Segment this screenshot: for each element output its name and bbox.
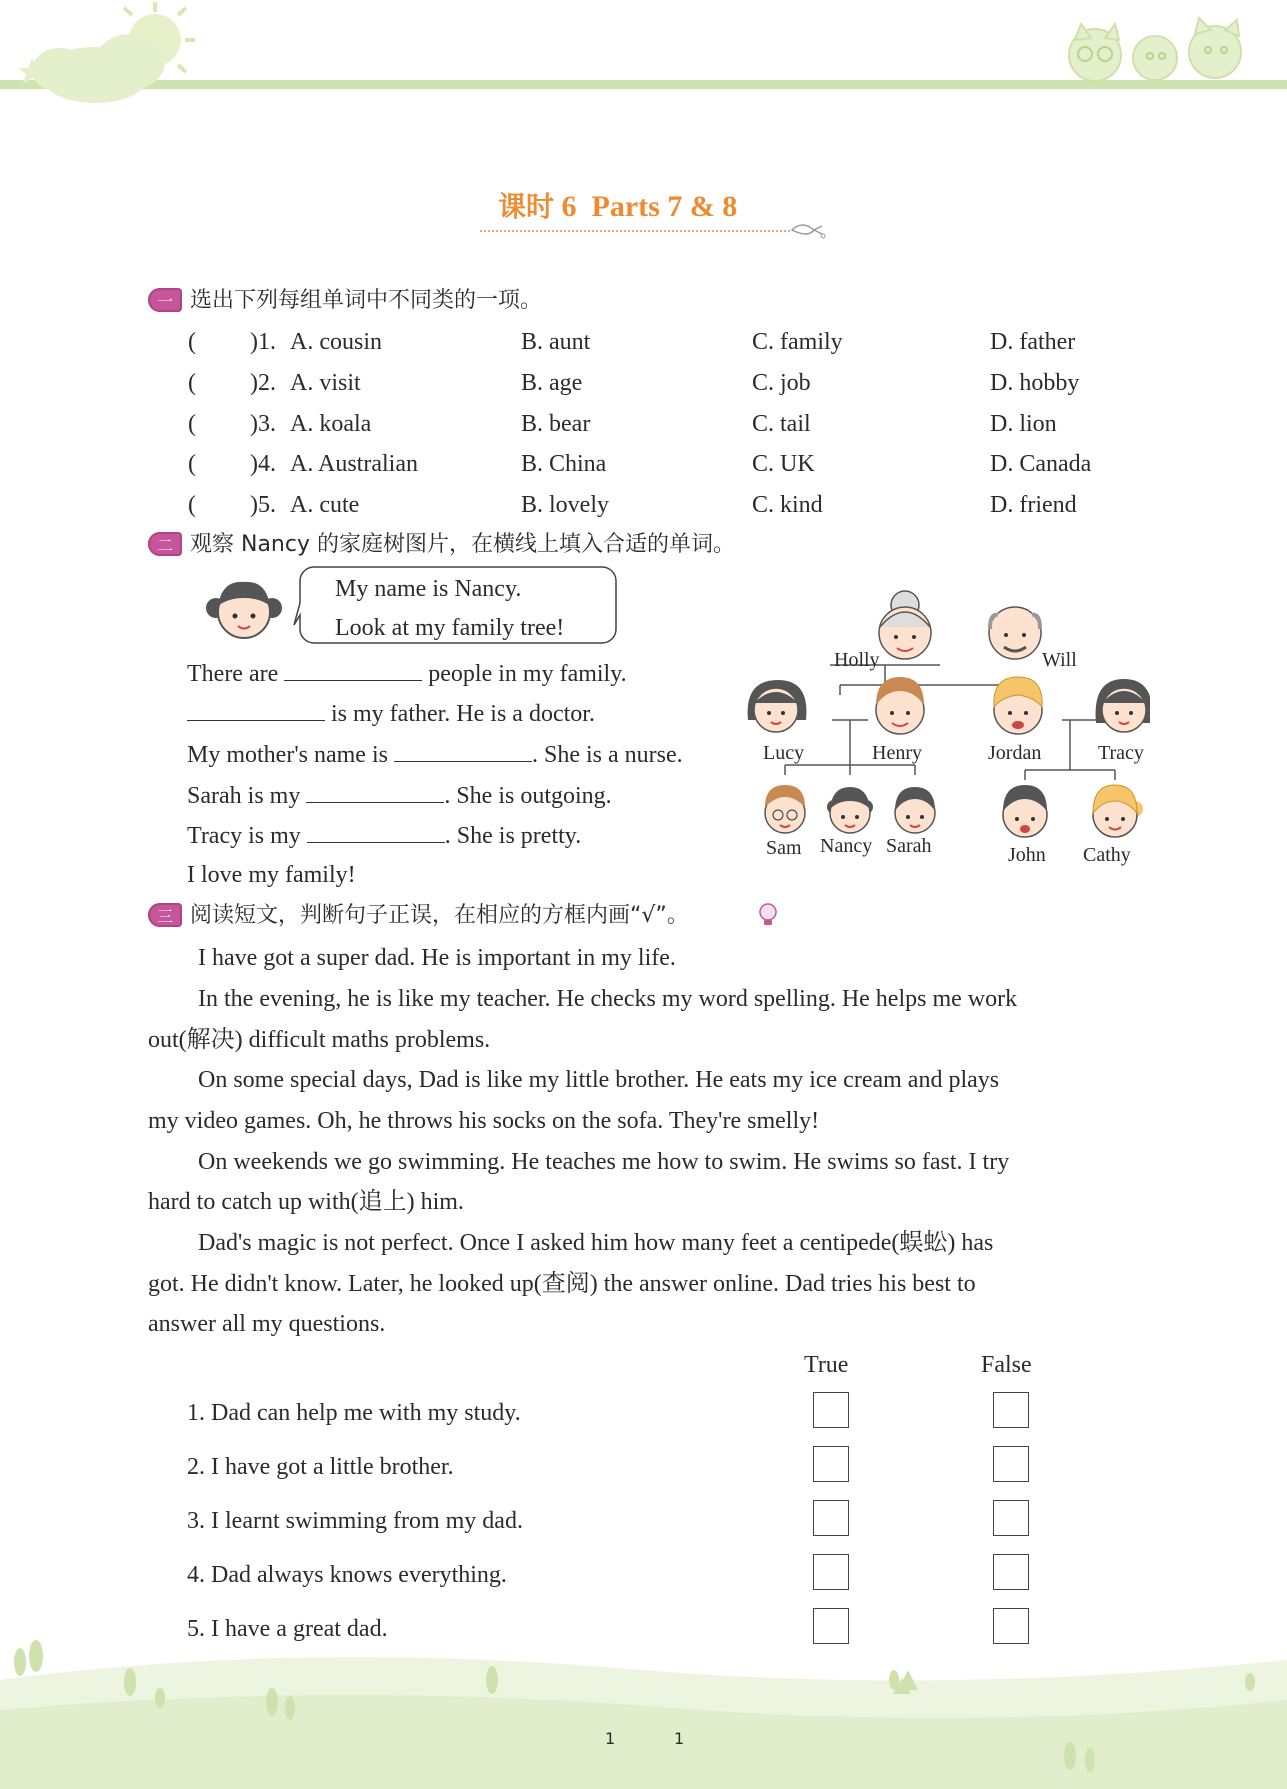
blank-3[interactable] (394, 741, 532, 762)
true-checkbox-4[interactable] (813, 1554, 849, 1590)
false-header: False (981, 1352, 1032, 1378)
section3-instruction: 阅读短文，判断句子正误，在相应的方框内画“√”。 (190, 903, 689, 928)
will-figure (989, 607, 1041, 659)
blank-5[interactable] (307, 822, 445, 843)
section2-badge: 二 (148, 532, 182, 556)
title-underline (480, 230, 790, 232)
option-b[interactable]: B. aunt (521, 329, 591, 355)
henry-figure (876, 677, 924, 734)
question-number: )5. (250, 492, 276, 518)
option-b[interactable]: B. China (521, 451, 607, 477)
header-decoration (0, 0, 1287, 120)
section1-instruction: 选出下列每组单词中不同类的一项。 (190, 288, 543, 313)
tracy-figure (1096, 679, 1150, 732)
sentence-4: Sarah is my . She is outgoing. (187, 783, 612, 809)
statement-1: 1. Dad can help me with my study. (187, 1400, 521, 1426)
sentence-1: There are people in my family. (187, 661, 627, 687)
option-a[interactable]: A. cousin (290, 329, 382, 355)
passage-line: answer all my questions. (148, 1311, 386, 1337)
answer-paren: ( (188, 370, 196, 396)
name-john: John (1008, 844, 1046, 866)
blank-2[interactable] (187, 700, 325, 721)
question-number: )4. (250, 451, 276, 477)
sentence-3: My mother's name is . She is a nurse. (187, 742, 683, 768)
option-b[interactable]: B. bear (521, 411, 591, 437)
passage-line: I have got a super dad. He is important in my life. (198, 945, 676, 971)
statement-5: 5. I have a great dad. (187, 1616, 388, 1642)
sentence-5: Tracy is my . She is pretty. (187, 823, 582, 849)
jordan-figure (994, 677, 1042, 734)
option-c[interactable]: C. family (752, 329, 843, 355)
family-tree-figures (740, 585, 1150, 865)
option-d[interactable]: D. father (990, 329, 1076, 355)
option-d[interactable]: D. friend (990, 492, 1077, 518)
name-lucy: Lucy (763, 742, 805, 764)
sentence-2: is my father. He is a doctor. (187, 700, 595, 726)
sam-figure (765, 785, 805, 833)
option-a[interactable]: A. visit (290, 370, 361, 396)
option-c[interactable]: C. tail (752, 411, 811, 437)
option-b[interactable]: B. lovely (521, 492, 609, 518)
question-number: )2. (250, 370, 276, 396)
name-holly: Holly (834, 649, 880, 671)
option-d[interactable]: D. lion (990, 411, 1057, 437)
bubble-line-1: My name is Nancy. (335, 576, 522, 602)
section2-instruction: 观察 Nancy 的家庭树图片，在横线上填入合适的单词。 (190, 532, 735, 557)
sarah-figure (895, 787, 935, 833)
blank-1[interactable] (284, 660, 422, 681)
lesson-title-parts: 6 Parts 7 & 8 (561, 190, 738, 223)
option-a[interactable]: A. Australian (290, 451, 418, 477)
name-jordan: Jordan (988, 742, 1042, 764)
passage-line: On some special days, Dad is like my little brother. He eats my ice cream and plays (198, 1067, 1000, 1093)
statement-4: 4. Dad always knows everything. (187, 1562, 507, 1588)
answer-paren: ( (188, 329, 196, 355)
option-d[interactable]: D. Canada (990, 451, 1092, 477)
name-cathy: Cathy (1083, 844, 1131, 866)
sentence-6: I love my family! (187, 862, 356, 888)
passage-line: got. He didn't know. Later, he looked up(查阅) the answer online. Dad tries his best to (148, 1271, 976, 1297)
passage-line: out(解决) difficult maths problems. (148, 1027, 491, 1053)
bubble-line-2: Look at my family tree! (335, 615, 565, 641)
true-checkbox-1[interactable] (813, 1392, 849, 1428)
answer-paren: ( (188, 451, 196, 477)
john-figure (1003, 785, 1047, 837)
option-b[interactable]: B. age (521, 370, 583, 396)
passage-line: Dad's magic is not perfect. Once I asked him how many feet a centipede(蜈蚣) has (198, 1230, 994, 1256)
passage-line: In the evening, he is like my teacher. He checks my word spelling. He helps me work (198, 986, 1018, 1012)
holly-figure (879, 591, 931, 659)
true-header: True (804, 1352, 849, 1378)
false-checkbox-4[interactable] (993, 1554, 1029, 1590)
option-c[interactable]: C. kind (752, 492, 823, 518)
true-checkbox-3[interactable] (813, 1500, 849, 1536)
name-nancy: Nancy (820, 835, 873, 857)
nancy-small-figure (827, 787, 873, 833)
false-checkbox-2[interactable] (993, 1446, 1029, 1482)
passage-line: On weekends we go swimming. He teaches me how to swim. He swims so fast. I try (198, 1149, 1010, 1175)
question-number: )3. (250, 411, 276, 437)
answer-paren: ( (188, 492, 196, 518)
lightbulb-icon (757, 902, 779, 928)
statement-2: 2. I have got a little brother. (187, 1454, 454, 1480)
option-c[interactable]: C. job (752, 370, 811, 396)
option-d[interactable]: D. hobby (990, 370, 1080, 396)
section1-badge: 一 (148, 288, 182, 312)
statement-3: 3. I learnt swimming from my dad. (187, 1508, 523, 1534)
true-checkbox-2[interactable] (813, 1446, 849, 1482)
bird-doodle-icon (790, 218, 826, 242)
answer-paren: ( (188, 411, 196, 437)
name-will: Will (1042, 649, 1077, 671)
option-a[interactable]: A. koala (290, 411, 372, 437)
name-henry: Henry (872, 742, 922, 764)
passage-line: hard to catch up with(追上) him. (148, 1189, 464, 1215)
false-checkbox-3[interactable] (993, 1500, 1029, 1536)
name-tracy: Tracy (1098, 742, 1144, 764)
lucy-figure (748, 680, 807, 732)
page-number-left: 1 (605, 1729, 616, 1748)
question-number: )1. (250, 329, 276, 355)
name-sam: Sam (766, 837, 802, 859)
option-a[interactable]: A. cute (290, 492, 360, 518)
footer-landscape (0, 1600, 1287, 1789)
nancy-avatar (202, 576, 286, 646)
section3-badge: 三 (148, 903, 182, 927)
option-c[interactable]: C. UK (752, 451, 815, 477)
passage-line: my video games. Oh, he throws his socks on the sofa. They're smelly! (148, 1108, 820, 1134)
lesson-title-cn: 课时 (498, 190, 555, 223)
blank-4[interactable] (306, 782, 444, 803)
false-checkbox-1[interactable] (993, 1392, 1029, 1428)
lesson-title (498, 192, 737, 222)
page-number-right: 1 (674, 1729, 685, 1748)
cathy-figure (1093, 785, 1143, 837)
name-sarah: Sarah (886, 835, 932, 857)
